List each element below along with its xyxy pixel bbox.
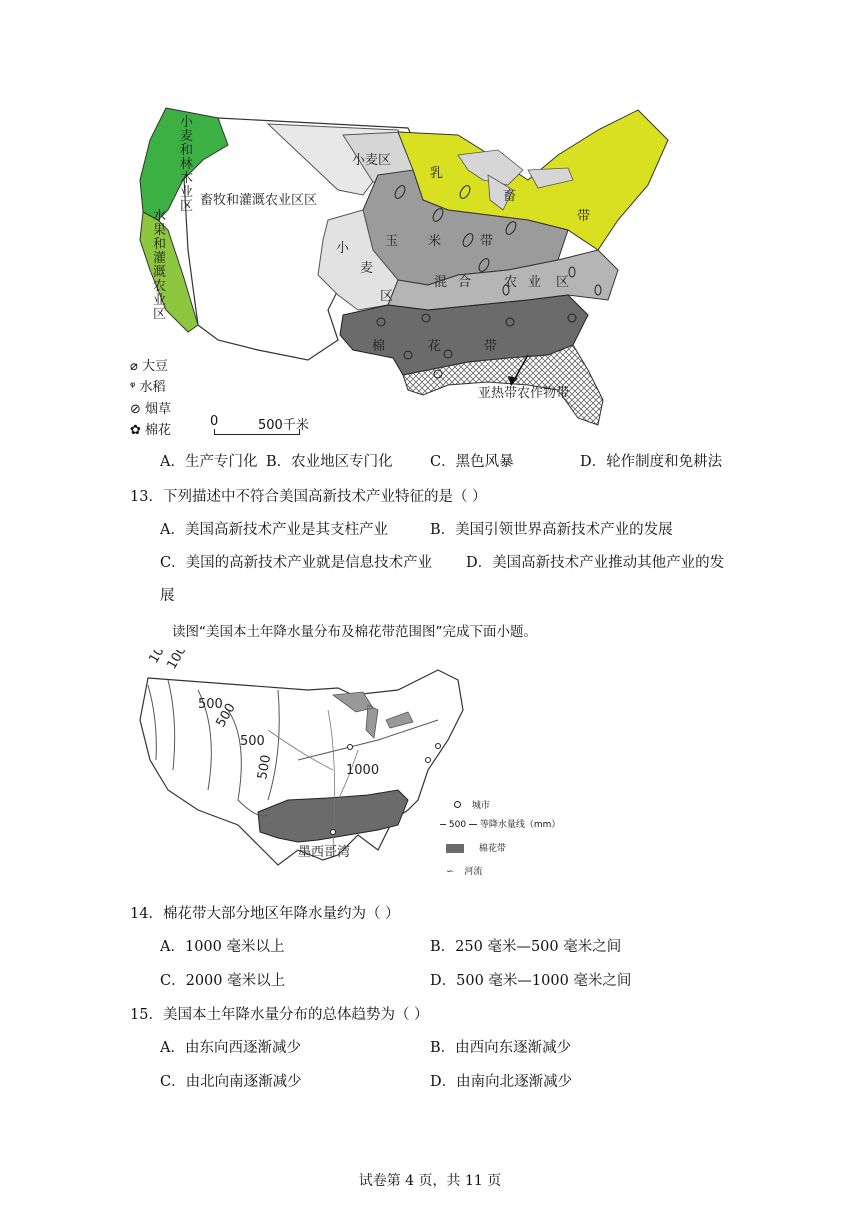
- legend-tobacco: ⊘ 烟草: [130, 402, 172, 417]
- q13-option-c[interactable]: C．美国的高新技术产业就是信息技术产业: [160, 555, 433, 571]
- cot-char: 带: [484, 339, 498, 354]
- q15-option-c[interactable]: C．由北向南逐渐减少: [160, 1074, 302, 1090]
- label-fruit: 水果和灌溉农业区: [153, 209, 167, 322]
- q14-option-c[interactable]: C．2000 毫米以上: [160, 973, 286, 989]
- label-wheat-forestry: 小麦和林木业区: [180, 115, 194, 214]
- isoline-label-4: 500: [213, 700, 239, 730]
- legend-isoline: 500 等降水量线（mm）: [440, 817, 560, 830]
- cotton-belt-swatch: [446, 844, 464, 853]
- dairy-char: 畜: [503, 189, 517, 204]
- q12-option-d[interactable]: D．轮作制度和免耕法: [580, 454, 723, 470]
- q13-option-d[interactable]: D．美国高新技术产业推动其他产业的发: [466, 555, 725, 571]
- corn-char: 带: [480, 234, 494, 249]
- soybean-icon: ⌀: [130, 359, 138, 374]
- isoline-icon: [440, 824, 446, 825]
- river-icon: ∽: [446, 867, 454, 877]
- legend-river: ∽ 河流: [446, 867, 483, 877]
- agriculture-map-svg: [128, 100, 688, 440]
- agriculture-map: [128, 100, 688, 440]
- mix-char: 区: [556, 275, 570, 290]
- tobacco-icon: ⊘: [130, 402, 141, 417]
- q15-option-b[interactable]: B．由西向东逐渐减少: [430, 1040, 572, 1056]
- isoline-label-7: 1000: [346, 763, 380, 778]
- legend-cotton-belt: 棉花带: [446, 841, 506, 854]
- isoline-label-3: 500: [198, 697, 223, 712]
- rice-icon: ᵠ: [130, 380, 136, 395]
- mix-char: 农: [504, 275, 518, 290]
- q15-option-d[interactable]: D．由南向北逐渐减少: [430, 1074, 573, 1090]
- isoline-label-2: 1000: [164, 650, 195, 672]
- isoline-label-6: 500: [255, 753, 275, 781]
- q13-stem: 13．下列描述中不符合美国高新技术产业特征的是（ ）: [130, 489, 487, 505]
- legend-city: 城市: [454, 798, 490, 811]
- scale-line: [214, 434, 300, 435]
- legend-soybean: ⌀ 大豆: [130, 359, 168, 374]
- q15-option-a[interactable]: A．由东向西逐渐减少: [160, 1040, 301, 1056]
- mix-char: 混: [434, 275, 448, 290]
- q13-option-b[interactable]: B．美国引领世界高新技术产业的发展: [430, 522, 673, 538]
- mix-char: 业: [528, 275, 542, 290]
- cot-char: 花: [428, 339, 442, 354]
- legend-cotton: ✿ 棉花: [130, 423, 172, 438]
- scale-zero: 0: [210, 414, 219, 429]
- city-icon: [454, 801, 461, 808]
- q14-stem: 14．棉花带大部分地区年降水量约为（ ）: [130, 906, 400, 922]
- gulf-label: 墨西哥湾: [298, 845, 351, 860]
- dairy-char: 带: [577, 209, 591, 224]
- q13-option-d-cont: 展: [160, 588, 175, 604]
- page-footer: 试卷第 4 页，共 11 页: [358, 1173, 502, 1189]
- legend-rice: ᵠ 水稻: [130, 380, 166, 395]
- isoline-label-5: 500: [240, 734, 265, 749]
- map2-legend: [440, 798, 590, 888]
- cotton-icon: ✿: [130, 423, 141, 438]
- wmid-char: 小: [336, 241, 350, 256]
- q12-option-b[interactable]: B．农业地区专门化: [266, 454, 393, 470]
- label-ranch: 畜牧和灌溉农业区区: [200, 193, 318, 208]
- q15-stem: 15．美国本土年降水量分布的总体趋势为（ ）: [130, 1007, 429, 1023]
- q14-option-d[interactable]: D．500 毫米—1000 毫米之间: [430, 973, 632, 989]
- q14-option-a[interactable]: A．1000 毫米以上: [160, 939, 285, 955]
- cot-char: 棉: [372, 339, 386, 354]
- q12-option-c[interactable]: C．黑色风暴: [430, 454, 514, 470]
- mix-char: 合: [458, 275, 472, 290]
- corn-char: 玉: [385, 234, 399, 249]
- q13-option-a[interactable]: A．美国高新技术产业是其支柱产业: [160, 522, 388, 538]
- q12-option-a[interactable]: A．生产专门化: [160, 454, 258, 470]
- corn-char: 米: [428, 234, 442, 249]
- wmid-char: 区: [380, 289, 394, 304]
- scale-bar: [210, 414, 320, 438]
- map1-legend: [130, 355, 210, 440]
- section-intro: 读图“美国本土年降水量分布及棉花带范围图”完成下面小题。: [172, 624, 537, 640]
- wmid-char: 麦: [360, 261, 374, 276]
- label-wheat-north: 小麦区: [352, 153, 392, 168]
- scale-distance: 500千米: [258, 418, 309, 433]
- q14-option-b[interactable]: B．250 毫米—500 毫米之间: [430, 939, 622, 955]
- dairy-char: 乳: [430, 166, 444, 181]
- label-subtropical: 亚热带农作物带: [478, 386, 570, 401]
- isoline-icon-tail: [469, 824, 477, 825]
